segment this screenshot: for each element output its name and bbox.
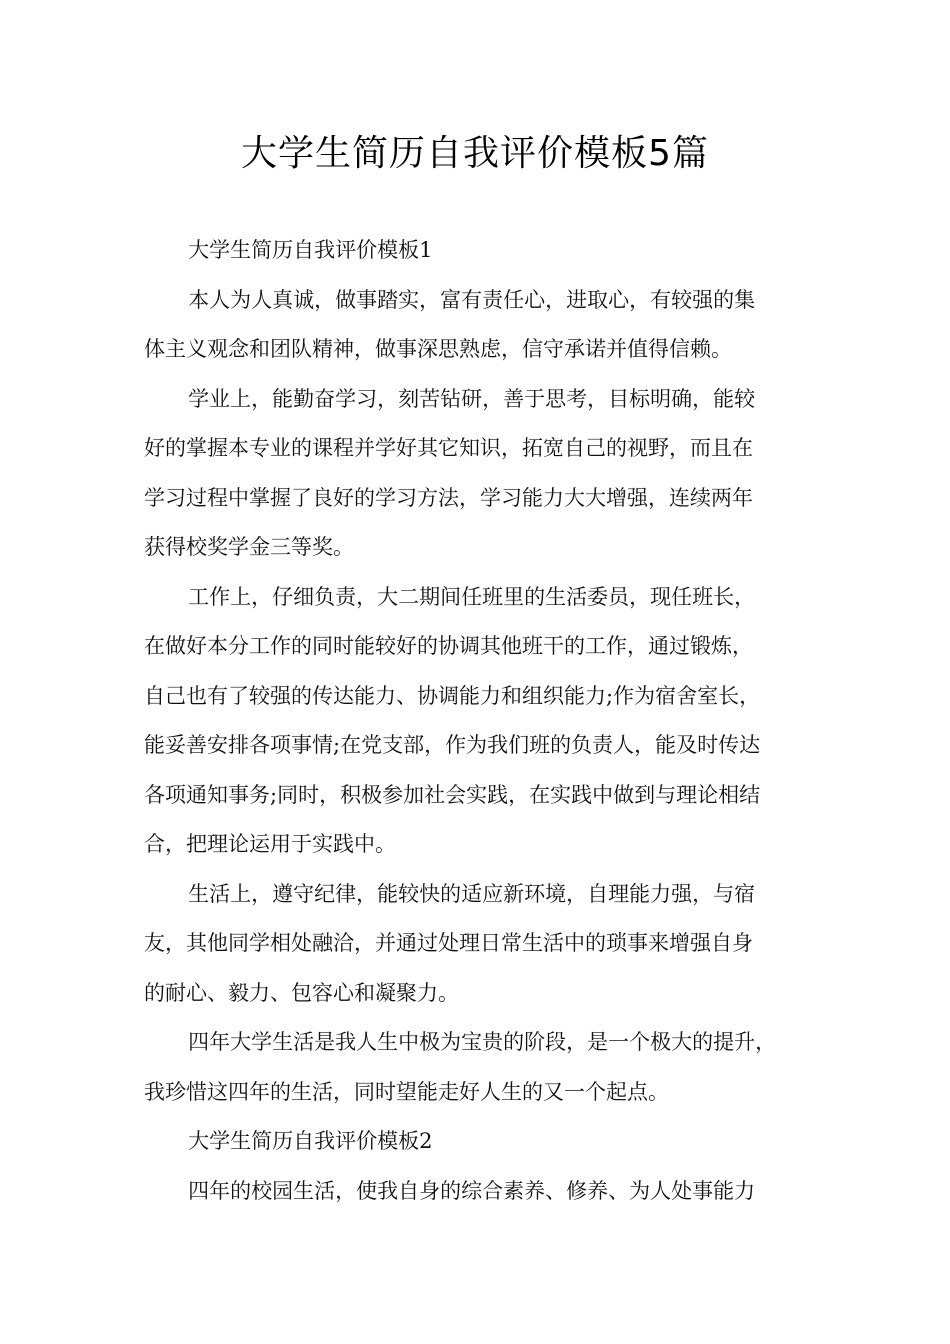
text-line: 四年大学生活是我人生中极为宝贵的阶段，是一个极大的提升， bbox=[188, 1030, 777, 1054]
text-line: 能妥善安排各项事情;在党支部，作为我们班的负责人，能及时传达 bbox=[144, 733, 761, 757]
paragraph-intro bbox=[144, 276, 814, 375]
paragraph-study bbox=[144, 375, 814, 573]
text-line: 四年的校园生活，使我自身的综合素养、修养、为人处事能力 bbox=[188, 1178, 756, 1203]
text-line: 学习过程中掌握了良好的学习方法，学习能力大大增强，连续两年 bbox=[144, 485, 753, 510]
paragraph-life bbox=[144, 870, 814, 1019]
text-line: 各项通知事务;同时，积极参加社会实践，在实践中做到与理论相结 bbox=[144, 782, 761, 807]
paragraph-work bbox=[144, 573, 814, 870]
text-line: 我珍惜这四年的生活，同时望能走好人生的又一个起点。 bbox=[144, 1079, 669, 1104]
text-line: 在做好本分工作的同时能较好的协调其他班干的工作，通过锻炼， bbox=[144, 634, 753, 658]
section-heading-2: 大学生简历自我评价模板2 bbox=[188, 1129, 433, 1153]
text-line: 学业上，能勤奋学习，刻苦钻研，善于思考，目标明确，能较 bbox=[188, 386, 756, 411]
document-title: 大学生简历自我评价模板5篇 bbox=[241, 133, 709, 174]
text-line: 工作上，仔细负责，大二期间任班里的生活委员，现任班长， bbox=[188, 584, 756, 609]
text-line: 体主义观念和团队精神，做事深思熟虑，信守承诺并值得信赖。 bbox=[144, 337, 732, 361]
text-line: 友，其他同学相处融洽，并通过处理日常生活中的琐事来增强自身 bbox=[144, 931, 753, 955]
text-line: 本人为人真诚，做事踏实，富有责任心，进取心，有较强的集 bbox=[188, 287, 756, 312]
text-line: 好的掌握本专业的课程并学好其它知识，拓宽自己的视野，而且在 bbox=[144, 436, 753, 460]
paragraph-conclusion bbox=[144, 1018, 814, 1117]
text-line: 获得校奖学金三等奖。 bbox=[144, 535, 354, 559]
text-line: 生活上，遵守纪律，能较快的适应新环境，自理能力强，与宿 bbox=[188, 881, 756, 906]
document-body bbox=[144, 226, 814, 1216]
text-line: 合，把理论运用于实践中。 bbox=[144, 832, 396, 856]
paragraph-campus bbox=[144, 1167, 814, 1217]
text-line: 的耐心、毅力、包容心和凝聚力。 bbox=[144, 980, 459, 1005]
text-line: 自己也有了较强的传达能力、协调能力和组织能力;作为宿舍室长， bbox=[144, 683, 761, 708]
section-heading-1: 大学生简历自我评价模板1 bbox=[188, 238, 433, 262]
